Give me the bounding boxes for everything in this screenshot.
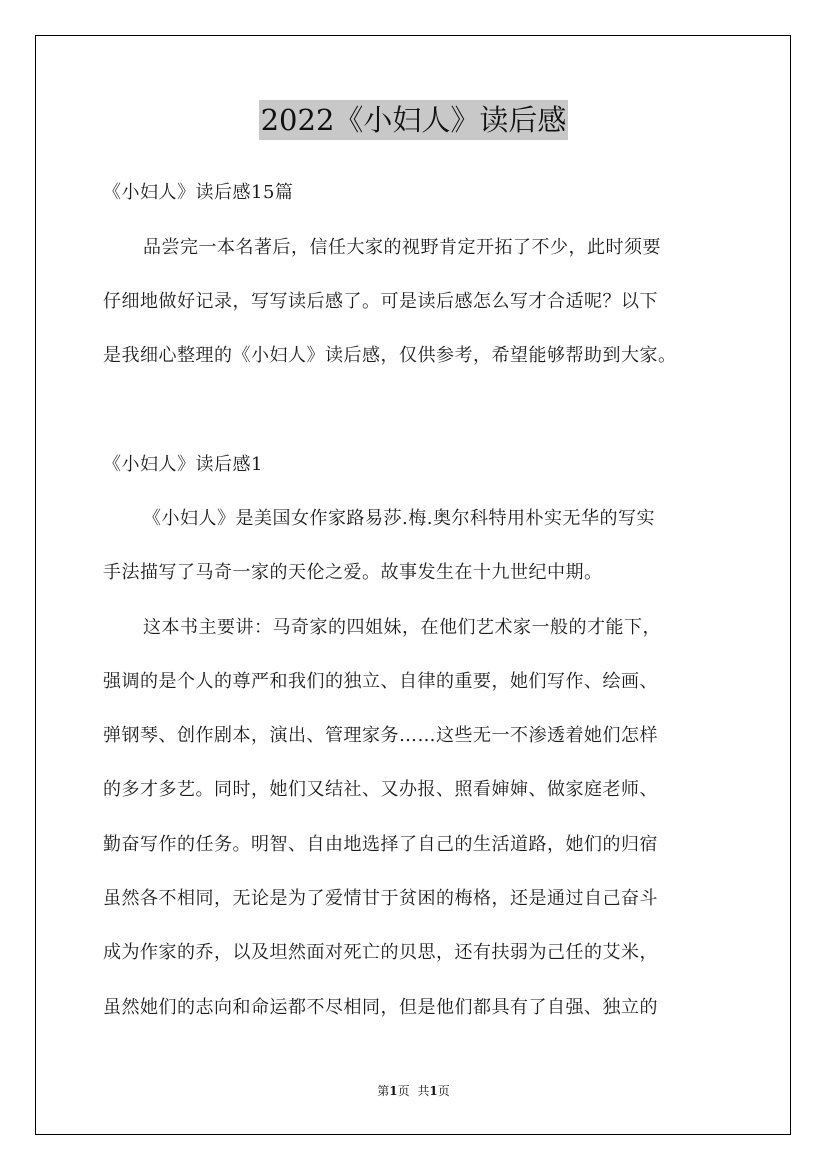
footer-total-number: 1 bbox=[429, 1084, 438, 1098]
page-footer bbox=[0, 1083, 827, 1099]
document-subtitle: 《小妇人》读后感15篇 bbox=[103, 182, 294, 203]
para2-line-3: 弹钢琴、创作剧本，演出、管理家务……这些无一不渗透着她们怎样 bbox=[103, 725, 658, 746]
intro-line-2: 仔细地做好记录，写写读后感了。可是读后感怎么写才合适呢？以下 bbox=[103, 291, 658, 312]
para2-line-1: 这本书主要讲：马奇家的四姐妹，在他们艺术家一般的才能下， bbox=[143, 617, 661, 638]
footer-page-prefix: 第 bbox=[377, 1084, 390, 1098]
para1-line-2: 手法描写了马奇一家的天伦之爱。故事发生在十九世纪中期。 bbox=[103, 562, 603, 583]
para2-line-7: 成为作家的乔，以及坦然面对死亡的贝思，还有扶弱为己任的艾米， bbox=[103, 942, 658, 963]
intro-line-3: 是我细心整理的《小妇人》读后感，仅供参考，希望能够帮助到大家。 bbox=[103, 345, 677, 366]
document-title-text: 2022《小妇人》读后感 bbox=[259, 100, 569, 140]
para2-line-6: 虽然各不相同，无论是为了爱情甘于贫困的梅格，还是通过自己奋斗 bbox=[103, 888, 658, 909]
document-title bbox=[0, 100, 827, 140]
para2-line-4: 的多才多艺。同时，她们又结社、又办报、照看婶婶、做家庭老师、 bbox=[103, 779, 658, 800]
para2-line-5: 勤奋写作的任务。明智、自由地选择了自己的生活道路，她们的归宿 bbox=[103, 834, 658, 855]
intro-line-1: 品尝完一本名著后，信任大家的视野肯定开拓了不少，此时须要 bbox=[143, 237, 661, 258]
footer-page-number: 1 bbox=[389, 1084, 398, 1098]
footer-page-suffix: 页 bbox=[397, 1084, 410, 1098]
para2-line-2: 强调的是个人的尊严和我们的独立、自律的重要，她们写作、绘画、 bbox=[103, 671, 658, 692]
footer-total-suffix: 页 bbox=[437, 1084, 450, 1098]
para1-line-1: 《小妇人》是美国女作家路易莎.梅.奥尔科特用朴实无华的写实 bbox=[143, 508, 655, 529]
para2-line-8: 虽然她们的志向和命运都不尽相同，但是他们都具有了自强、独立的 bbox=[103, 997, 658, 1018]
section-heading: 《小妇人》读后感1 bbox=[103, 454, 263, 475]
footer-total-prefix: 共 bbox=[417, 1084, 430, 1098]
